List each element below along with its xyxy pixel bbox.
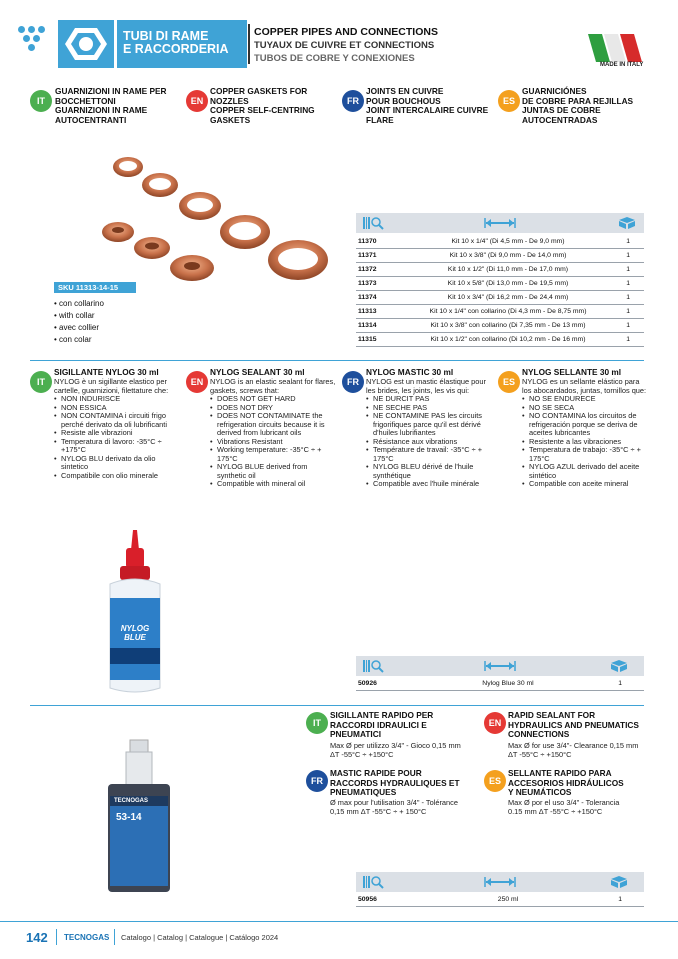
rapid-title-es: SELLANTE RAPIDO PARA ACCESORIOS HIDRÁULICOS Y NEUMÁTICOS — [508, 768, 624, 798]
list-item: • con collarino — [54, 299, 104, 308]
table-row: 11314 Kit 10 x 3/8" con collarino (Di 7,35 mm - De 13 mm) 1 — [356, 319, 644, 333]
footer-separator — [56, 929, 57, 945]
lang-badge-it: IT — [306, 712, 328, 734]
nylog-title-fr: NYLOG MASTIC 30 ml — [366, 367, 454, 377]
nylog-text-en: NYLOG is an elastic sealant for flares, gaskets, screws that: • DOES NOT GET HARD • DOES NOT DRY • DOES NOT CONTAMINATE the refrigeration circuits because it is derived from lubricant oils • Vibrations Resistant • Working temperature: -35°C ÷ + 175°C • NYLOG BLUE derived from synthetic oil • Compatible with mineral oil — [210, 378, 338, 489]
footer-catalog: Catalogo | Catalog | Catalogue | Catálogo 2024 — [121, 933, 279, 942]
package-quantity-icon — [618, 216, 636, 230]
list-item: • DOES NOT GET HARD — [210, 395, 338, 404]
gaskets-title-fr: JOINTS EN CUIVRE POUR BOUCHOUS JOINT INTERCALAIRE CUIVRE FLARE — [366, 86, 489, 125]
lang-badge-en: EN — [186, 90, 208, 112]
table-row: 11373 Kit 10 x 5/8" (Di 13,0 mm - De 19,5 mm) 1 — [356, 277, 644, 291]
list-item: • NYLOG AZUL derivado del aceite sintético — [522, 463, 652, 480]
list-item: • NON ESSICA — [54, 404, 182, 413]
lang-badge-fr: FR — [306, 770, 328, 792]
list-item: • Temperatura de trabajo: -35°C ÷ + 175°C — [522, 446, 652, 463]
footer-brand: TECNOGAS — [64, 933, 110, 942]
rapid-text-fr: Ø max pour l'utilisation 3/4" - Tolérance 0,15 mm ΔT -55°C ÷ + 150°C — [330, 798, 458, 816]
list-item: • Température de travail: -35°C ÷ + 175°C — [366, 446, 494, 463]
list-item: • Compatible with mineral oil — [210, 480, 338, 489]
list-item: • DOES NOT DRY — [210, 404, 338, 413]
list-item: • con colar — [54, 335, 92, 344]
table-row: 11374 Kit 10 x 3/4" (Di 16,2 mm - De 24,4 mm) 1 — [356, 291, 644, 305]
table-header — [356, 213, 644, 233]
hex-nut-icon — [58, 20, 114, 68]
rapid-title-it: SIGILLANTE RAPIDO PER RACCORDI IDRAULICI E PNEUMATICI — [330, 710, 434, 740]
rapid-text-en: Max Ø for use 3/4"- Clearance 0,15 mm ΔT -55°C ÷ +150°C — [508, 741, 639, 759]
lang-badge-it: IT — [30, 371, 52, 393]
list-item: • NO SE ENDURECE — [522, 395, 652, 404]
gaskets-title-en: COPPER GASKETS FOR NOZZLES COPPER SELF-CENTRING GASKETS — [210, 86, 315, 125]
list-item: • NE SECHE PAS — [366, 404, 494, 413]
lang-badge-es: ES — [498, 371, 520, 393]
list-item: • Temperatura di lavoro: -35°C ÷ +175°C — [54, 438, 182, 455]
package-quantity-icon — [610, 875, 628, 889]
list-item: • Compatible con aceite mineral — [522, 480, 652, 489]
dimension-ruler-icon — [484, 659, 516, 673]
bottle-label: NYLOG BLUE — [120, 624, 150, 642]
list-item: • Compatible avec l'huile minérale — [366, 480, 494, 489]
table-row: 11371 Kit 10 x 3/8" (Di 9,0 mm - De 14,0 mm) 1 — [356, 249, 644, 263]
list-item: • NON INDURISCE — [54, 395, 182, 404]
nylog-text-es: NYLOG es un sellante elástico para los abocardados, juntas, tornillos que: • NO SE ENDURECE • NO SE SECA • NO CONTAMINA los circuitos de refrigeración porque se deriva de aceites lubricantes • Resistente a las vibraciones • Temperatura de trabajo: -35°C ÷ + 175°C • NYLOG AZUL derivado del aceite sintético • Compatible con aceite mineral — [522, 378, 652, 489]
list-item: • Compatibile con olio minerale — [54, 472, 182, 481]
table-row: 50926 Nylog Blue 30 ml 1 — [356, 677, 644, 691]
page-title-fr: TUYAUX DE CUIVRE ET CONNECTIONS — [254, 40, 435, 51]
code-search-icon — [362, 875, 384, 889]
section-divider — [30, 360, 644, 361]
list-item: • Resistente a las vibraciones — [522, 438, 652, 447]
italy-flag-icon — [588, 34, 644, 64]
nylog-title-it: SIGILLANTE NYLOG 30 ml — [54, 367, 159, 377]
dimension-ruler-icon — [484, 216, 516, 230]
rapid-text-it: Max Ø per utilizzo 3/4" - Gioco 0,15 mm ΔT -55°C ÷ +150°C — [330, 741, 461, 759]
list-item: • NE CONTAMINE PAS les circuits frigorifiques parce qu'il est dérivé d'huiles lubrifiantes — [366, 412, 494, 438]
nylog-title-es: NYLOG SELLANTE 30 ml — [522, 367, 622, 377]
list-item: • NYLOG BLUE derived from synthetic oil — [210, 463, 338, 480]
category-label: TUBI DI RAME E RACCORDERIA — [117, 20, 247, 68]
table-row: 50956 250 ml 1 — [356, 893, 644, 907]
sku-badge: SKU 11313-14-15 — [54, 282, 136, 293]
table-row: 11372 Kit 10 x 1/2" (Di 11,0 mm - De 17,0 mm) 1 — [356, 263, 644, 277]
header-separator — [248, 24, 250, 64]
list-item: • DOES NOT CONTAMINATE the refrigeration circuits because it is derived from lubricant oils — [210, 412, 338, 438]
lang-badge-en: EN — [186, 371, 208, 393]
nylog-bottle-image — [100, 528, 170, 698]
gaskets-title-it: GUARNIZIONI IN RAME PER BOCCHETTONI GUARNIZIONI IN RAME AUTOCENTRANTI — [55, 86, 167, 125]
list-item: • NO SE SECA — [522, 404, 652, 413]
table-row: 11370 Kit 10 x 1/4" (Di 4,5 mm - De 9,0 mm) 1 — [356, 235, 644, 249]
sealant-bottle-image — [104, 738, 174, 898]
made-in-label: MADE IN ITALY — [600, 62, 644, 68]
list-item: • Vibrations Resistant — [210, 438, 338, 447]
page-number: 142 — [26, 930, 48, 945]
table-row: 11313 Kit 10 x 1/4" con collarino (Di 4,3 mm - De 8,75 mm) 1 — [356, 305, 644, 319]
list-item: • NE DURCIT PAS — [366, 395, 494, 404]
lang-badge-fr: FR — [342, 371, 364, 393]
lang-badge-fr: FR — [342, 90, 364, 112]
table-row: 11315 Kit 10 x 1/2" con collarino (Di 10,2 mm - De 16 mm) 1 — [356, 333, 644, 347]
list-item: • NYLOG BLEU dérivé de l'huile synthétique — [366, 463, 494, 480]
lang-badge-es: ES — [498, 90, 520, 112]
list-item: • Resiste alle vibrazioni — [54, 429, 182, 438]
table-header — [356, 656, 644, 676]
list-item: • NYLOG BLU derivato da olio sintetico — [54, 455, 182, 472]
footer-divider — [0, 921, 678, 922]
list-item: • avec collier — [54, 323, 100, 332]
list-item: • Résistance aux vibrations — [366, 438, 494, 447]
brand-dots-icon — [18, 22, 48, 52]
bottle-code: 53-14 — [116, 812, 142, 823]
list-item: • NON CONTAMINA i circuiti frigo perché derivato da oli lubrificanti — [54, 412, 182, 429]
copper-gaskets-image — [100, 150, 340, 290]
page-title-es: TUBOS DE COBRE Y CONEXIONES — [254, 53, 415, 64]
list-item: • Working temperature: -35°C ÷ + 175°C — [210, 446, 338, 463]
list-item: • with collar — [54, 311, 95, 320]
lang-badge-en: EN — [484, 712, 506, 734]
list-item: • NO CONTAMINA los circuitos de refrigeración porque se deriva de aceites lubricantes — [522, 412, 652, 438]
rapid-title-fr: MASTIC RAPIDE POUR RACCORDS HYDRAULIQUES ET PNEUMATIQUES — [330, 768, 460, 798]
footer-separator — [114, 929, 115, 945]
collar-list — [54, 298, 104, 346]
code-search-icon — [362, 659, 384, 673]
rapid-title-en: RAPID SEALANT FOR HYDRAULICS AND PNEUMATICS CONNECTIONS — [508, 710, 639, 740]
lang-badge-it: IT — [30, 90, 52, 112]
bottle-brand: TECNOGAS — [114, 798, 149, 804]
package-quantity-icon — [610, 659, 628, 673]
nylog-title-en: NYLOG SEALANT 30 ml — [210, 367, 305, 377]
table-header — [356, 872, 644, 892]
lang-badge-es: ES — [484, 770, 506, 792]
dimension-ruler-icon — [484, 875, 516, 889]
page-title-en: COPPER PIPES AND CONNECTIONS — [254, 26, 438, 38]
section-divider — [30, 705, 644, 706]
gaskets-title-es: GUARNICIÓNES DE COBRE PARA REJILLAS JUNTAS DE COBRE AUTOCENTRADAS — [522, 86, 634, 125]
nylog-text-it: NYLOG è un sigillante elastico per cartelle, guarnizioni, filettature che: • NON INDURISCE • NON ESSICA • NON CONTAMINA i circuiti frigo perché derivato da oli lubrificanti • Resiste alle vibrazioni • Temperatura di lavoro: -35°C ÷ +175°C • NYLOG BLU derivato da olio sintetico • Compatibile con olio minerale — [54, 378, 182, 480]
code-search-icon — [362, 216, 384, 230]
nylog-text-fr: NYLOG est un mastic élastique pour les brides, les joints, les vis qui: • NE DURCIT PAS • NE SECHE PAS • NE CONTAMINE PAS les circuits frigorifiques parce qu'il est dérivé d'huiles lubrifiantes • Résistance aux vibrations • Température de travail: -35°C ÷ + 175°C • NYLOG BLEU dérivé de l'huile synthétique • Compatible avec l'huile minérale — [366, 378, 494, 489]
rapid-text-es: Max Ø por el uso 3/4" - Tolerancia 0.15 mm ΔT -55°C ÷ +150°C — [508, 798, 620, 816]
